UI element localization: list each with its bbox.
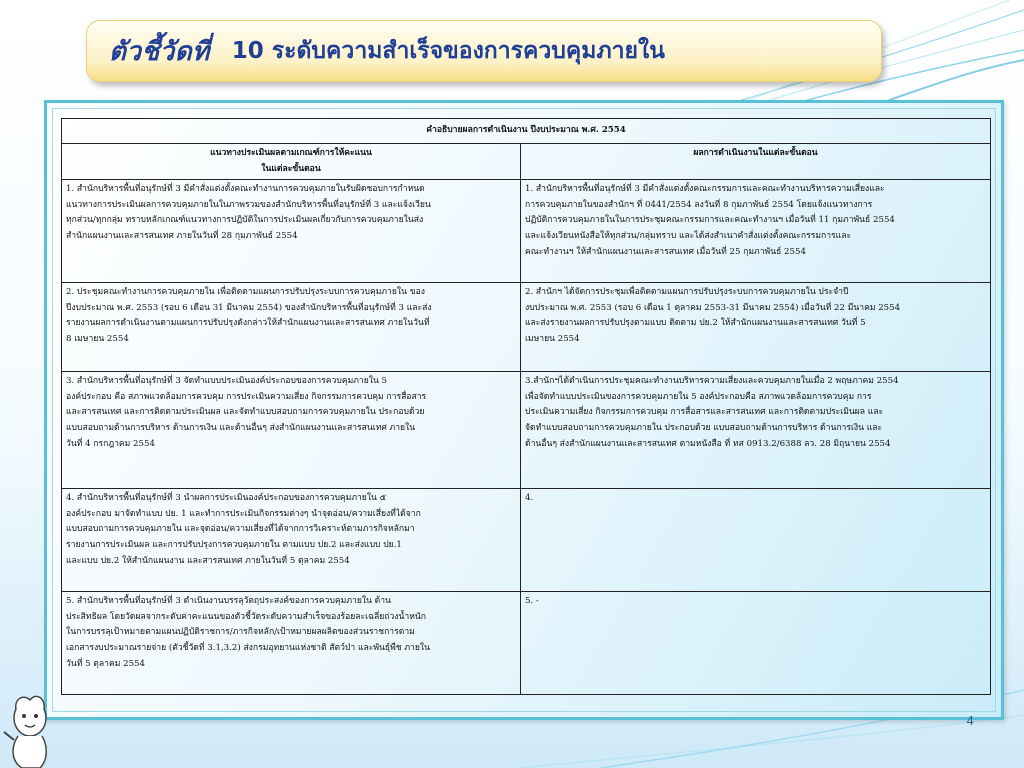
cell-text: ทุกส่วน/ทุกกลุ่ม ทราบหลักเกณฑ์แนวทางการปฏิบัติในการประเมินผลเกี่ยวกับการควบคุมภายในส่ง [66, 215, 424, 226]
cell-text: 2. สำนักฯ ได้จัดการประชุมเพื่อติดตามแผนการปรับปรุงระบบการควบคุมภายใน ประจำปี [525, 287, 849, 298]
cell-text: แนวทางการประเมินผลการควบคุมภายในในภาพรวมของสำนักบริหารพื้นที่อนุรักษ์ที่ 3 และแจ้งเวียน [66, 199, 431, 210]
cell-text: เอกสารงบประมาณรายจ่าย (ตัวชี้วัดที่ 3.1,3.2) ส่งกรมอุทยานแห่งชาติ สัตว์ป่า และพันธุ์พืช ภายใน [66, 642, 430, 653]
result-cell [521, 283, 991, 372]
cell-text: องค์ประกอบ คือ สภาพแวดล้อมการควบคุม การประเมินความเสี่ยง กิจกรรมการควบคุม การสื่อสาร [66, 391, 427, 402]
cell-text: แบบสอบถามด้านการบริหาร ด้านการเงิน และด้านอื่นๆ ส่งสำนักแผนงานและสารสนเทศ ภายใน [66, 422, 416, 433]
criteria-cell [62, 283, 521, 372]
cell-text: 3.สำนักฯได้ดำเนินการประชุมคณะทำงานบริหารความเสี่ยงและควบคุมภายในเมื่อ 2 พฤษภาคม 2554 [525, 376, 899, 387]
cell-text: จัดทำแบบสอบถามการควบคุมภายใน ประกอบด้วย แบบสอบถามด้านการบริหาร ด้านการเงิน และ [525, 422, 883, 433]
cell-text: สำนักแผนงานและสารสนเทศ ภายในวันที่ 28 กุมภาพันธ์ 2554 [66, 230, 298, 241]
result-cell [521, 180, 991, 283]
cell-text: รายงานผลการดำเนินงานตามแผนการปรับปรุงดังกล่าวให้สำนักแผนงานและสารสนเทศ ภายในวันที่ [66, 318, 430, 329]
cell-text: วันที่ 5 ตุลาคม 2554 [66, 658, 145, 669]
criteria-cell [62, 489, 521, 592]
header-left-line: แนวทางประเมินผลตามเกณฑ์การให้คะแนน [210, 148, 372, 158]
cell-text: ด้านอื่นๆ ส่งสำนักแผนงานและสารสนเทศ ตามหนังสือ ที่ ทส 0913.2/6388 ลว. 28 มิถุนายน 2554 [525, 438, 891, 449]
cell-text: และส่งรายงานผลการปรับปรุงตามแบบ ติดตาม ปย.2 ให้สำนักแผนงานและสารสนเทศ วันที่ 5 [525, 318, 866, 329]
cell-text: ปฏิบัติการควบคุมภายในในการประชุมคณะกรรมการและคณะทำงานฯ เมื่อวันที่ 11 กุมภาพันธ์ 2554 [525, 215, 895, 226]
criteria-cell [62, 372, 521, 489]
result-cell [521, 489, 991, 592]
title-banner [86, 20, 882, 82]
criteria-cell [62, 180, 521, 283]
page-subtitle: 10 ระดับความสำเร็จของการควบคุมภายใน [231, 38, 665, 64]
report-table [61, 118, 991, 695]
cell-text: 3. สำนักบริหารพื้นที่อนุรักษ์ที่ 3 จัดทำแบบประเมินองค์ประกอบของการควบคุมภายใน 5 [66, 376, 388, 387]
result-cell [521, 372, 991, 489]
cell-text: ปีงบประมาณ พ.ศ. 2553 (รอบ 6 เดือน 31 มีนาคม 2554) ของสำนักบริหารพื้นที่อนุรักษ์ที่ 3 และส่ง [66, 302, 432, 313]
cell-text: ในการบรรลุเป้าหมายตามแผนปฏิบัติราชการ/ภารกิจหลัก/เป้าหมายผลผลิตของส่วนราชการตาม [66, 627, 415, 638]
cell-text: 4. [525, 493, 534, 504]
cell-text: 4. สำนักบริหารพื้นที่อนุรักษ์ที่ 3 นำผลการประเมินองค์ประกอบของการควบคุมภายใน ๕ [66, 493, 387, 504]
table-caption: คำอธิบายผลการดำเนินงาน ปีงบประมาณ พ.ศ. 2554 [62, 119, 991, 144]
cell-text: การควบคุมภายในของสำนักฯ ที่ 0441/2554 ลงวันที่ 8 กุมภาพันธ์ 2554 โดยแจ้งแนวทางการ [525, 199, 873, 210]
cell-text: ประสิทธิผล โดยวัดผลจากระดับค่าคะแนนของตัวชี้วัดระดับความสำเร็จของร้อยละเฉลี่ยถ่วงน้ำหนัก [66, 611, 426, 622]
cell-text: และแบบ ปย.2 ให้สำนักแผนงาน และสารสนเทศ ภายในวันที่ 5 ตุลาคม 2554 [66, 555, 350, 566]
table-row [62, 372, 991, 489]
table-row [62, 592, 991, 695]
page-title: ตัวชี้วัดที่ [109, 36, 210, 67]
criteria-cell [62, 592, 521, 695]
cell-text: เพื่อจัดทำแบบประเมินของการควบคุมภายใน 5 องค์ประกอบคือ สภาพแวดล้อมการควบคุม การ [525, 391, 872, 402]
header-left-line: ในแต่ละขั้นตอน [261, 163, 321, 174]
cell-text: แบบสอบถามการควบคุมภายใน และจุดอ่อน/ความเสี่ยงที่ได้จากการวิเคราะห์ตามภารกิจหลักมา [66, 524, 415, 535]
table-row [62, 283, 991, 372]
cell-text: รายงานการประเมินผล และการปรับปรุงการควบคุมภายใน ตามแบบ ปย.2 และส่งแบบ ปย.1 [66, 539, 402, 550]
cell-text: 5. สำนักบริหารพื้นที่อนุรักษ์ที่ 3 ดำเนินงานบรรลุวัตถุประสงค์ของการควบคุมภายใน ด้าน [66, 596, 391, 607]
cell-text: 2. ประชุมคณะทำงานการควบคุมภายใน เพื่อติดตามแผนการปรับปรุงระบบการควบคุมภายใน ของ [66, 287, 425, 298]
result-cell [521, 592, 991, 695]
cell-text: วันที่ 4 กรกฎาคม 2554 [66, 438, 155, 449]
cell-text: เมษายน 2554 [525, 333, 580, 344]
cell-text: 1. สำนักบริหารพื้นที่อนุรักษ์ที่ 3 มีคำสั่งแต่งตั้งคณะทำงานการควบคุมภายในรับผิดชอบการกำหนด [66, 184, 425, 195]
slide-number: 4 [966, 714, 974, 728]
cell-text: และแจ้งเวียนหนังสือให้ทุกส่วน/กลุ่มทราบ และได้ส่งสำเนาคำสั่งแต่งตั้งคณะกรรมการและ [525, 230, 852, 241]
content-panel [44, 100, 1004, 720]
cell-text: 5. - [525, 596, 539, 607]
cell-text: 1. สำนักบริหารพื้นที่อนุรักษ์ที่ 3 มีคำสั่งแต่งตั้งคณะกรรมการและคณะทำงานบริหารความเสี่ยงและ [525, 184, 885, 195]
cell-text: องค์ประกอบ มาจัดทำแบบ ปย. 1 และทำการประเมินกิจกรรมต่างๆ นำจุดอ่อน/ความเสี่ยงที่ได้จาก [66, 508, 421, 519]
table-header-right: ผลการดำเนินงานในแต่ละขั้นตอน [521, 144, 991, 180]
table-header-left [62, 144, 521, 180]
cell-text: 8 เมษายน 2554 [66, 333, 129, 344]
table-row [62, 180, 991, 283]
cell-text: และสารสนเทศ และการติดตามประเมินผล และจัดทำแบบสอบถามการควบคุมภายใน ประกอบด้วย [66, 407, 425, 418]
cell-text: คณะทำงานฯ ให้สำนักแผนงานและสารสนเทศ เมื่อวันที่ 25 กุมภาพันธ์ 2554 [525, 246, 806, 257]
table-row [62, 489, 991, 592]
cartoon-mascot-illustration [0, 688, 60, 768]
cell-text: งบประมาณ พ.ศ. 2553 (รอบ 6 เดือน 1 ตุลาคม 2553-31 มีนาคม 2554) เมื่อวันที่ 22 มีนาคม 2554 [525, 302, 901, 313]
cell-text: ประเมินความเสี่ยง กิจกรรมการควบคุม การสื่อสารและสารสนเทศ และการติดตามประเมินผล และ [525, 407, 884, 418]
